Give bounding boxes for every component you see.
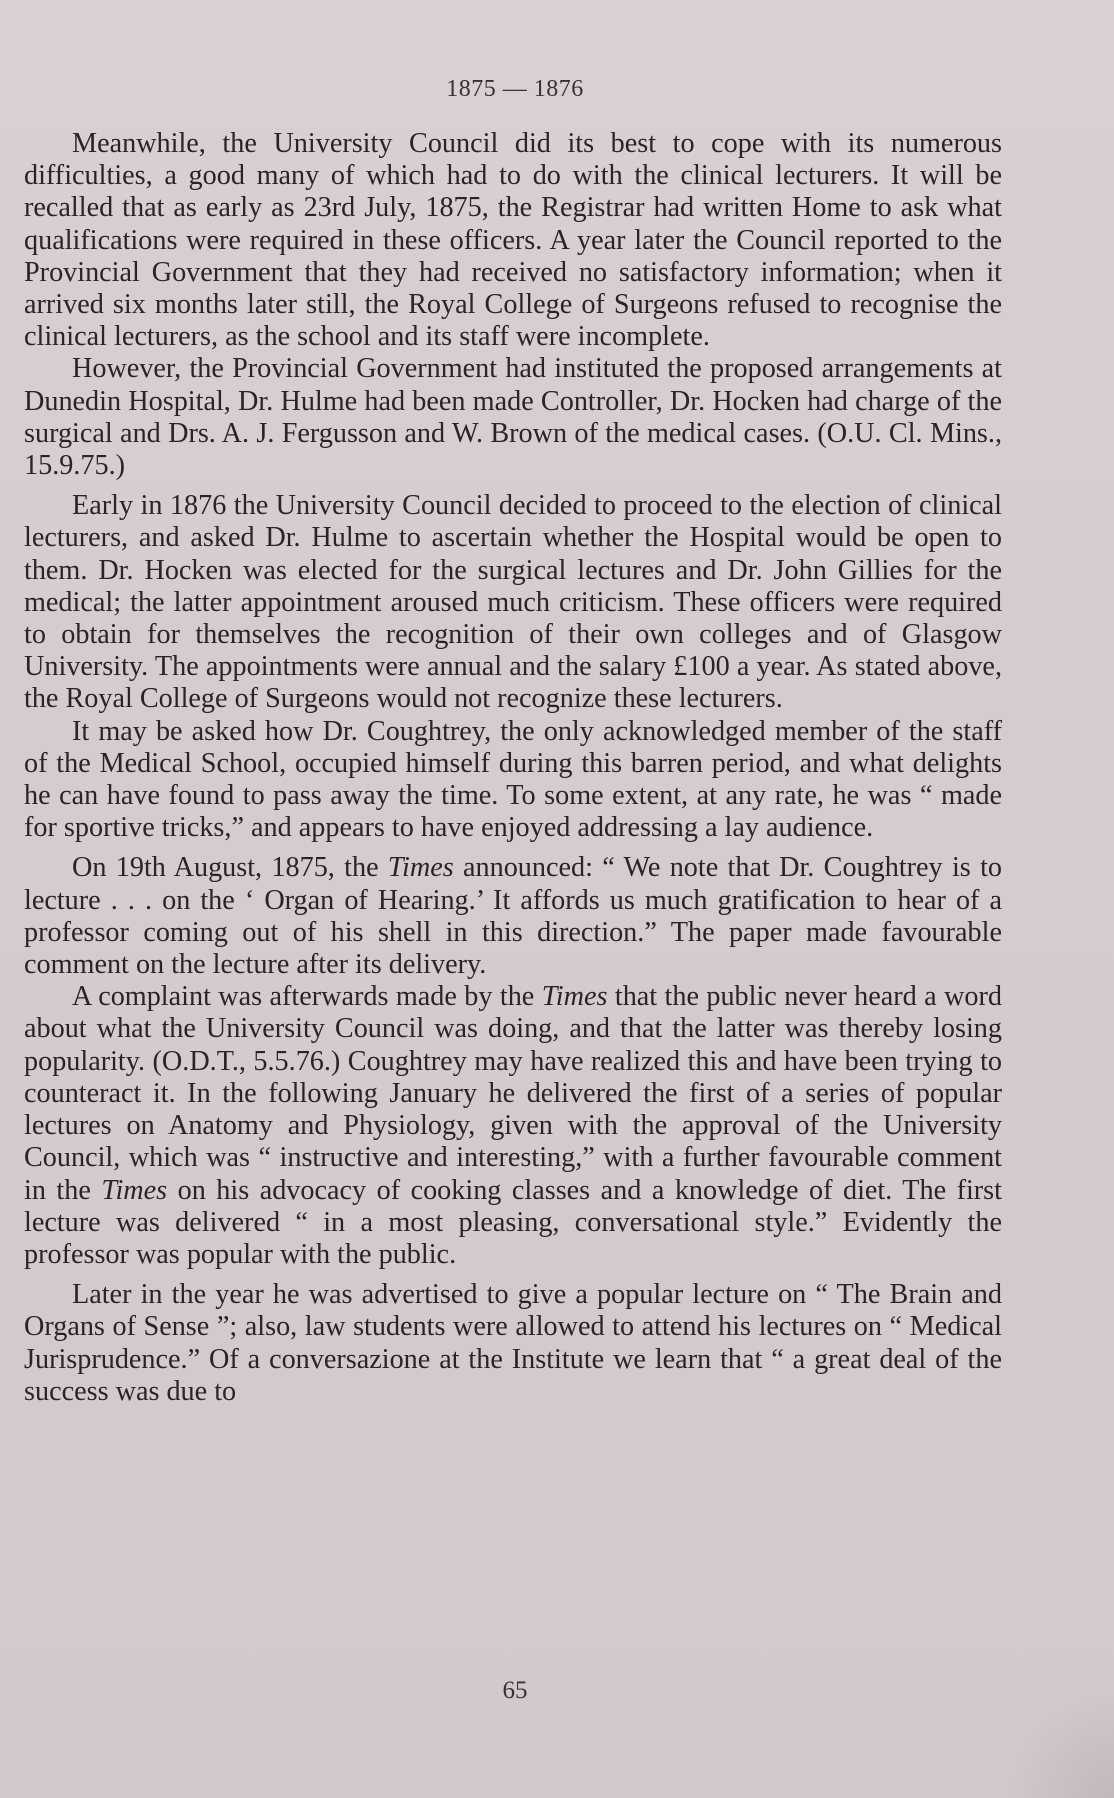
running-head: 1875 — 1876 — [446, 76, 584, 102]
italic-run: Times — [101, 1174, 168, 1206]
text-run: announced: “ We note that Dr. Coughtrey is to lecture . . . on the ‘ Organ of Hearing.’ It affords us much gratification to hear of a professor coming out of his shell in this direction.” The paper made favourable comment on the lecture after its delivery. — [24, 852, 1002, 981]
text-run: Meanwhile, the University Council did its best to cope with its numerous difficulties, a good many of which had to do with the clinical lecturers. It will be recalled that as early as 23rd July, 1875, the Registrar had written Home to ask what qualifications were required in these officers. A year later the Council reported to the Provincial Government that they had received no satisfactory information; when it arrived six months later still, the Royal College of Surgeons refused to recognise the clinical lecturers, as the school and its staff were incomplete. — [24, 128, 1002, 353]
text-run: A complaint was afterwards made by the — [72, 981, 542, 1013]
text-run: On 19th August, 1875, the — [72, 852, 388, 884]
paragraph-3 — [24, 490, 1002, 715]
text-run: Early in 1876 the University Council decided to proceed to the election of clinical lecturers, and asked Dr. Hulme to ascertain whether the Hospital would be open to them. Dr. Hocken was elected for the surgical lectures and Dr. John Gillies for the medical; the latter appointment aroused much criticism. These officers were required to obtain for themselves the recognition of their own colleges and of Glasgow University. The appointments were annual and the salary £100 a year. As stated above, the Royal College of Surgeons would not recognize these lecturers. — [24, 490, 1002, 715]
paragraph-6 — [24, 981, 1002, 1271]
text-run: Later in the year he was advertised to give a popular lecture on “ The Brain and Organs of Sense ”; also, law students were allowed to attend his lectures on “ Medical Jurisprudence.” Of a conversazione at the Institute we learn that “ a great deal of the success was due to — [24, 1279, 1002, 1407]
paragraph-2 — [24, 353, 1002, 482]
text-run: that the public never heard a word about what the University Council was doing, and that the latter was thereby losing popularity. (O.D.T., 5.5.76.) Coughtrey may have realized this and have been trying to counteract it. In the following January he delivered the first of a series of popular lectures on Anatomy and Physiology, given with the approval of the University Council, which was “ instructive and interesting,” with a further favourable comment in the — [24, 981, 1002, 1206]
page-edge-shadow — [994, 1688, 1114, 1798]
paragraph-1 — [24, 128, 1002, 353]
body-text — [24, 128, 1002, 1408]
text-run: However, the Provincial Government had instituted the proposed arrangements at Dunedin Hospital, Dr. Hulme had been made Controller, Dr. Hocken had charge of the surgical and Drs. A. J. Fergusson and W. Brown of the medical cases. (O.U. Cl. Mins., 15.9.75.) — [24, 353, 1002, 482]
paragraph-7 — [24, 1279, 1002, 1408]
text-run: It may be asked how Dr. Coughtrey, the only acknowledged member of the staff of the Medical School, occupied himself during this barren period, and what delights he can have found to pass away the time. To some extent, at any rate, he was “ made for sportive tricks,” and appears to have enjoyed addressing a lay audience. — [24, 715, 1002, 844]
paragraph-4 — [24, 716, 1002, 845]
italic-run: Times — [387, 852, 454, 884]
paragraph-5 — [24, 852, 1002, 981]
text-run: on his advocacy of cooking classes and a knowledge of diet. The first lecture was delivered “ in a most pleasing, conversational style.” Evidently the professor was popular with the public. — [24, 1174, 1002, 1270]
page-number: 65 — [502, 1677, 528, 1704]
italic-run: Times — [541, 981, 608, 1013]
